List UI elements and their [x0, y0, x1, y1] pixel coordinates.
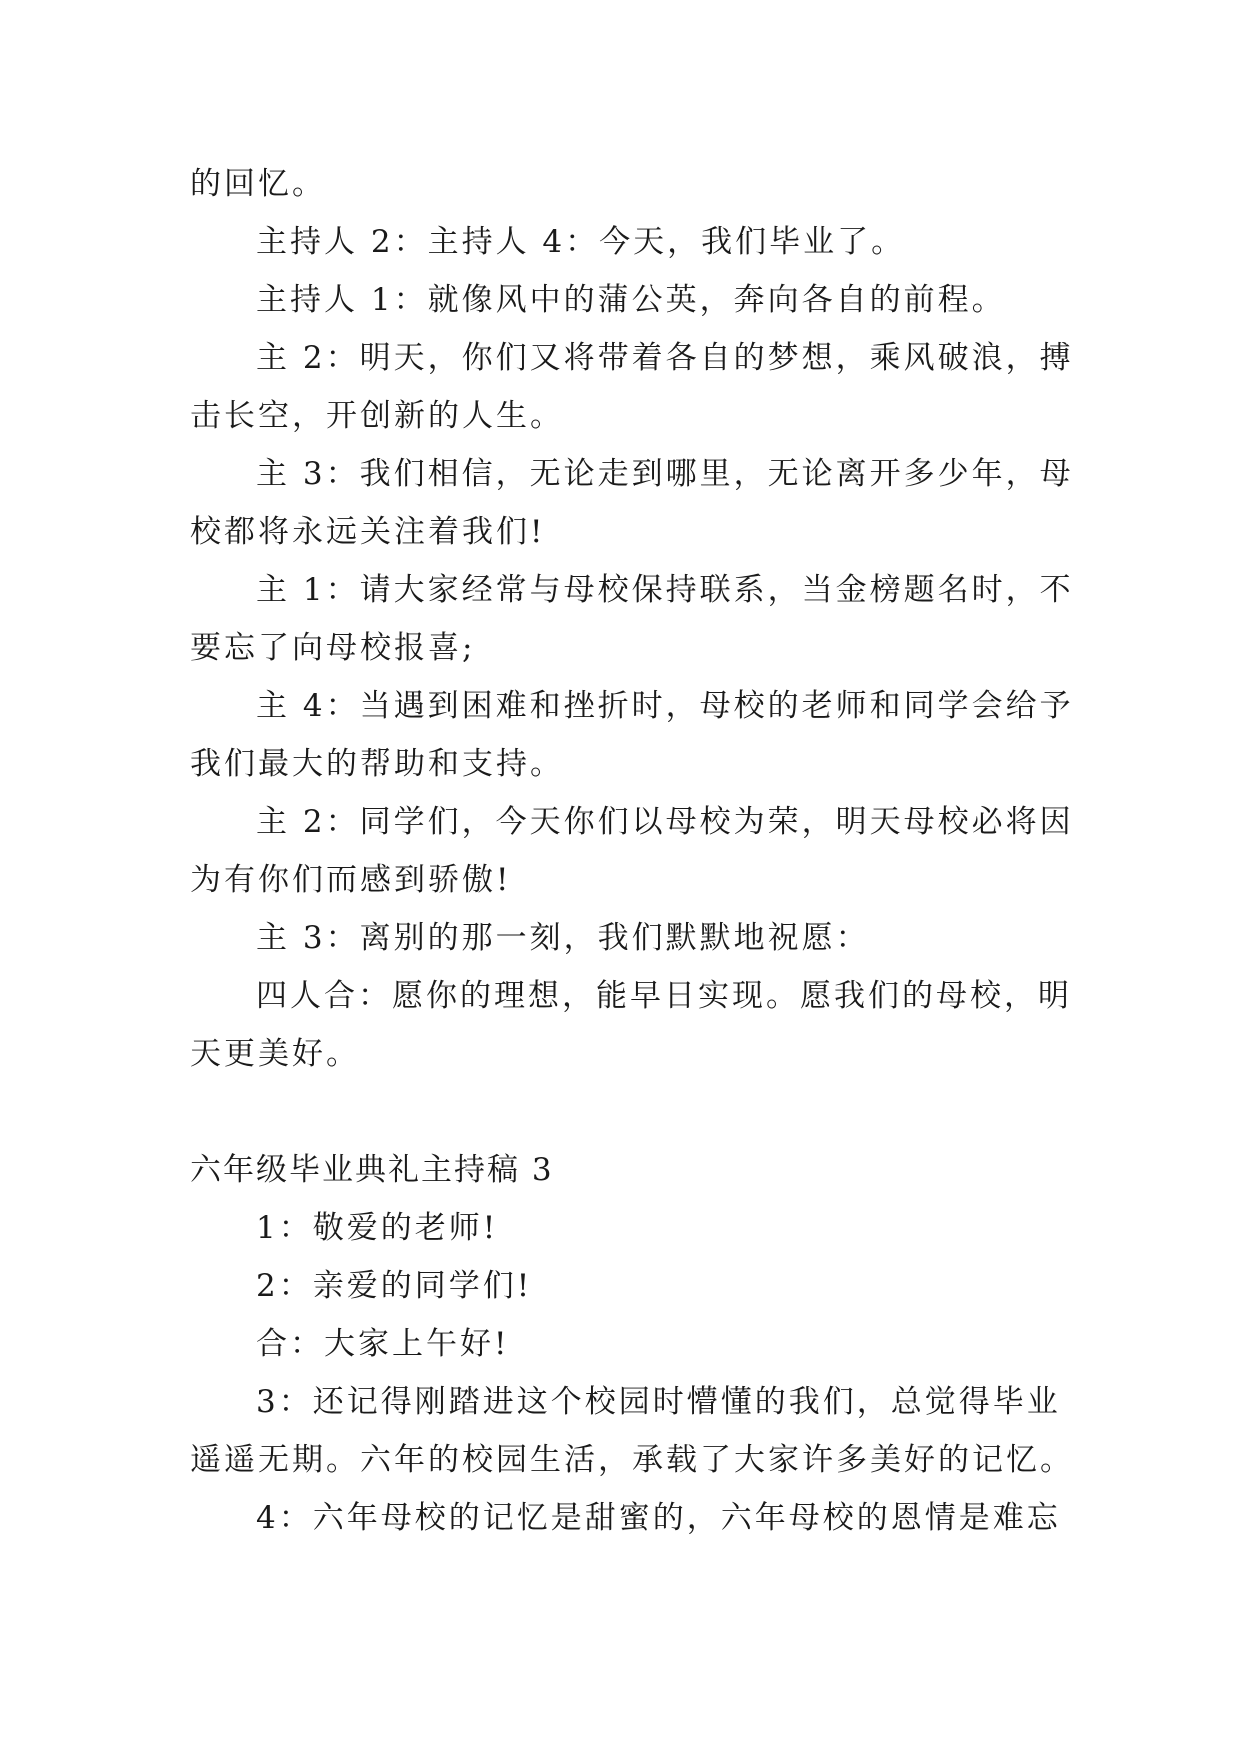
text-line: 击长空，开创新的人生。	[190, 398, 564, 434]
text-line: 1：敬爱的老师!	[256, 1210, 499, 1246]
text-line: 主 3：我们相信，无论走到哪里，无论离开多少年，母	[256, 456, 1074, 492]
text-line: 的回忆。	[190, 166, 326, 202]
text-line: 天更美好。	[190, 1036, 360, 1072]
text-line: 合：大家上午好!	[256, 1326, 510, 1362]
text-line: 为有你们而感到骄傲!	[190, 862, 512, 898]
text-line: 3：还记得刚踏进这个校园时懵懂的我们，总觉得毕业	[256, 1384, 1061, 1420]
text-line: 主 2：同学们，今天你们以母校为荣，明天母校必将因	[256, 804, 1074, 840]
text-line: 遥遥无期。六年的校园生活，承载了大家许多美好的记忆。	[190, 1442, 1074, 1478]
section-heading: 六年级毕业典礼主持稿 3	[190, 1152, 554, 1188]
text-line: 校都将永远关注着我们!	[190, 514, 546, 550]
text-line: 主持人 1：就像风中的蒲公英，奔向各自的前程。	[256, 282, 1006, 318]
text-line: 主 2：明天，你们又将带着各自的梦想，乘风破浪，搏	[256, 340, 1074, 376]
text-line: 主 3：离别的那一刻，我们默默地祝愿：	[256, 920, 870, 956]
text-line: 主 4：当遇到困难和挫折时，母校的老师和同学会给予	[256, 688, 1074, 724]
text-line: 我们最大的帮助和支持。	[190, 746, 564, 782]
text-line: 四人合：愿你的理想，能早日实现。愿我们的母校，明	[256, 978, 1072, 1014]
text-line: 主持人 2：主持人 4：今天，我们毕业了。	[256, 224, 906, 260]
text-line: 主 1：请大家经常与母校保持联系，当金榜题名时，不	[256, 572, 1074, 608]
text-line: 要忘了向母校报喜;	[190, 630, 476, 666]
text-line: 2：亲爱的同学们!	[256, 1268, 533, 1304]
text-line: 4：六年母校的记忆是甜蜜的，六年母校的恩情是难忘	[256, 1500, 1061, 1536]
